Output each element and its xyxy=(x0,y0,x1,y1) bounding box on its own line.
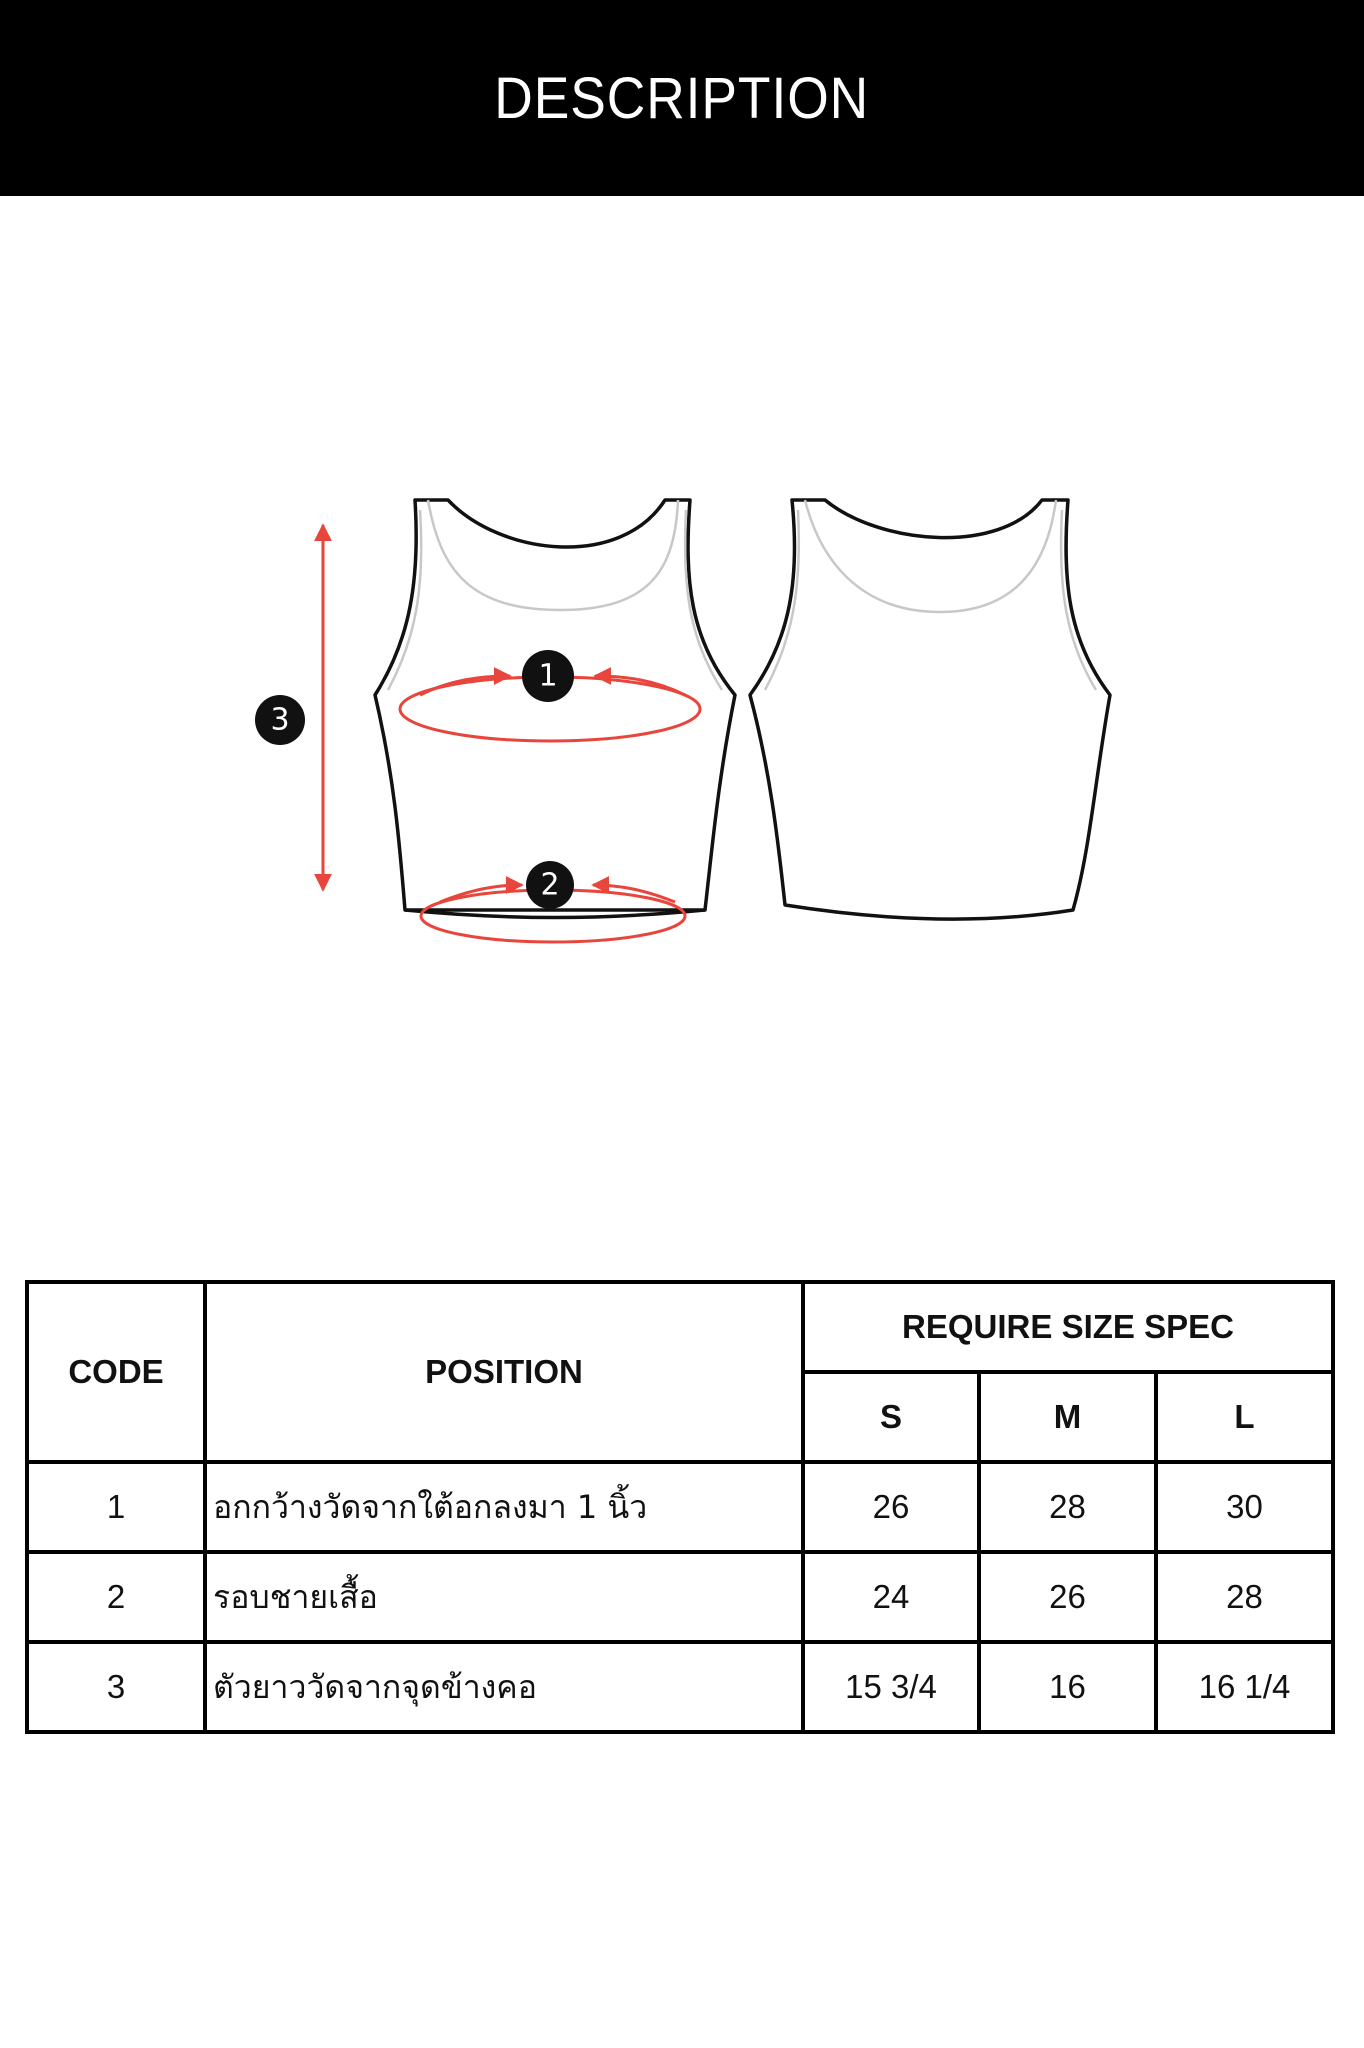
hem-marker-label: 2 xyxy=(540,867,560,903)
table-row xyxy=(27,1642,1333,1732)
row-position: อกกว้างวัดจากใต้อกลงมา 1 นิ้ว xyxy=(205,1462,803,1552)
row-position: รอบชายเสื้อ xyxy=(205,1552,803,1642)
chest-marker-label: 1 xyxy=(538,658,558,694)
size-header-l: L xyxy=(1156,1372,1333,1462)
back-garment-outline xyxy=(750,500,1110,919)
row-position: ตัวยาววัดจากจุดข้างคอ xyxy=(205,1642,803,1732)
spec-header: REQUIRE SIZE SPEC xyxy=(803,1282,1333,1372)
size-header-m: M xyxy=(979,1372,1156,1462)
front-garment-outline xyxy=(375,500,735,918)
row-value-l: 16 1/4 xyxy=(1156,1642,1333,1732)
code-header: CODE xyxy=(27,1282,205,1462)
size-header-s: S xyxy=(803,1372,979,1462)
row-value-m: 28 xyxy=(979,1462,1156,1552)
page-title: DESCRIPTION xyxy=(494,65,870,131)
row-code: 1 xyxy=(27,1462,205,1552)
row-value-m: 26 xyxy=(979,1552,1156,1642)
length-marker-label: 3 xyxy=(270,702,290,738)
header-bar xyxy=(0,0,1364,196)
length-measurement xyxy=(255,525,323,890)
row-code: 3 xyxy=(27,1642,205,1732)
row-value-s: 15 3/4 xyxy=(803,1642,979,1732)
front-view xyxy=(375,500,735,918)
table-header-row xyxy=(27,1282,1333,1372)
table-row xyxy=(27,1462,1333,1552)
row-value-l: 30 xyxy=(1156,1462,1333,1552)
table-row xyxy=(27,1552,1333,1642)
position-header: POSITION xyxy=(205,1282,803,1462)
size-spec-table xyxy=(25,1280,1335,1734)
row-value-s: 26 xyxy=(803,1462,979,1552)
row-value-s: 24 xyxy=(803,1552,979,1642)
garment-diagram xyxy=(0,196,1364,1246)
row-value-l: 28 xyxy=(1156,1552,1333,1642)
row-value-m: 16 xyxy=(979,1642,1156,1732)
row-code: 2 xyxy=(27,1552,205,1642)
back-view xyxy=(750,500,1110,919)
